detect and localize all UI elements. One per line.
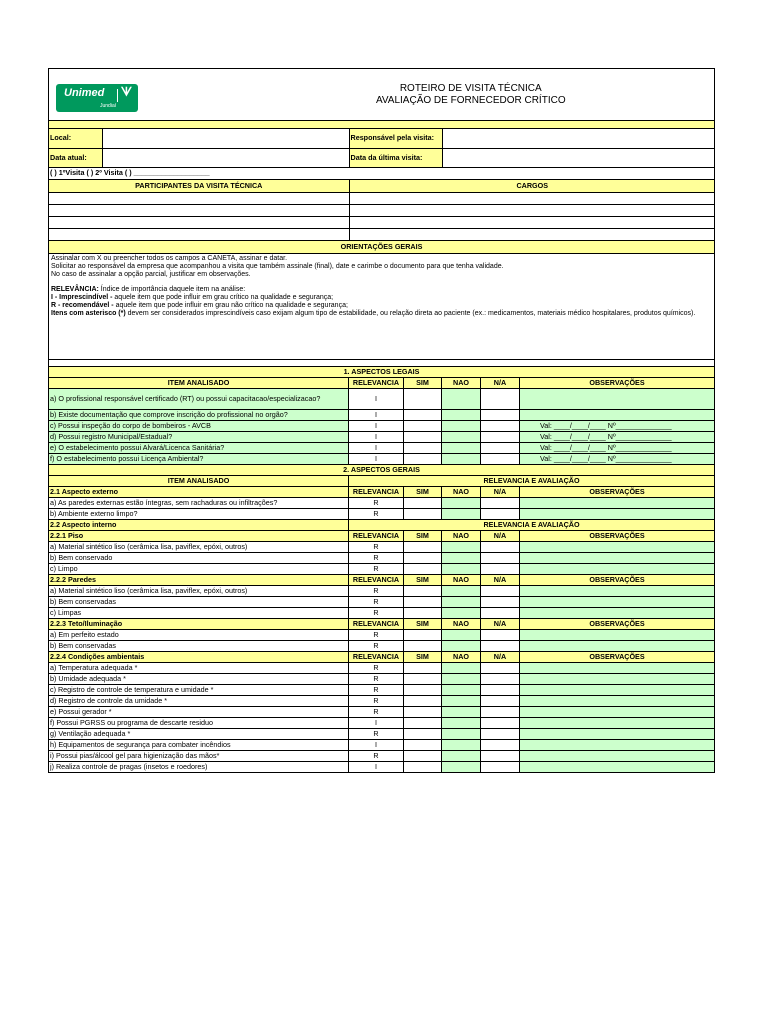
column-header-row xyxy=(49,378,715,389)
item-text: b) Existe documentação que comprove inscrição do profissional no orgão? xyxy=(49,410,349,421)
relevancia-value: I xyxy=(349,718,404,729)
item-text: i) Possui pias/álcool gel para higienização das mãos* xyxy=(49,751,349,762)
r-text: aquele item que pode influir em grau não crítico na qualidade e segurança; xyxy=(113,302,348,310)
observacoes-field[interactable] xyxy=(520,685,715,696)
item-text: b) Bem conservadas xyxy=(49,641,349,652)
section-1-title: 1. ASPECTOS LEGAIS xyxy=(49,367,715,378)
observacoes-field[interactable] xyxy=(520,389,715,410)
sim-checkbox[interactable] xyxy=(404,509,442,520)
table-row xyxy=(49,762,715,773)
nao-checkbox[interactable] xyxy=(442,389,481,410)
table-row xyxy=(49,630,715,641)
relevancia-value: I xyxy=(349,740,404,751)
asterisco-text: devem ser considerados imprescindíveis caso exijam algum tipo de estabilidade, ou relação direta ao paciente (ex.: medicamentos, materiais médico hospitalares, produtos químicos). xyxy=(125,310,696,318)
item-text: c) Limpo xyxy=(49,564,349,575)
logo-sub: Jundiaí xyxy=(100,102,117,109)
item-text: b) Umidade adequada * xyxy=(49,674,349,685)
sim-header: SIM xyxy=(404,378,442,389)
sim-checkbox[interactable] xyxy=(404,443,442,454)
cargos-header: CARGOS xyxy=(349,180,715,192)
na-checkbox[interactable] xyxy=(481,608,520,619)
column-header-row xyxy=(49,487,715,498)
participante-field[interactable] xyxy=(49,216,349,228)
observacoes-field[interactable] xyxy=(520,740,715,751)
observacoes-header: OBSERVAÇÕES xyxy=(520,652,715,663)
participante-field[interactable] xyxy=(49,204,349,216)
observacoes-header: OBSERVAÇÕES xyxy=(520,487,715,498)
table-row xyxy=(49,597,715,608)
r-label: R - recomendável - xyxy=(51,302,114,310)
nao-checkbox[interactable] xyxy=(442,718,481,729)
sim-checkbox[interactable] xyxy=(404,696,442,707)
nao-checkbox[interactable] xyxy=(442,410,481,421)
na-checkbox[interactable] xyxy=(481,729,520,740)
na-checkbox[interactable] xyxy=(481,641,520,652)
data-atual-label: Data atual: xyxy=(49,148,102,167)
relevancia-value: R xyxy=(349,751,404,762)
interno-title: 2.2 Aspecto interno xyxy=(49,520,349,531)
sim-checkbox[interactable] xyxy=(404,421,442,432)
cargo-field[interactable] xyxy=(349,192,715,204)
nao-checkbox[interactable] xyxy=(442,685,481,696)
orient-line-2: Solicitar ao responsável da empresa que acompanhou a visita que também assinale (final), date e carimbe o documento para que tenha validade. xyxy=(51,263,504,271)
table-row xyxy=(49,421,715,432)
participantes-header: PARTICIPANTES DA VISITA TÉCNICA xyxy=(49,180,349,192)
observacoes-field[interactable]: Val: ____/____/____ Nº______________ xyxy=(520,421,715,432)
nao-checkbox[interactable] xyxy=(442,564,481,575)
form-table xyxy=(48,68,715,773)
sim-header: SIM xyxy=(404,531,442,542)
nao-checkbox[interactable] xyxy=(442,663,481,674)
na-checkbox[interactable] xyxy=(481,421,520,432)
table-row xyxy=(49,389,715,410)
rel-aval-header: RELEVANCIA E AVALIAÇÃO xyxy=(349,476,715,487)
table-row xyxy=(49,553,715,564)
relevancia-value: R xyxy=(349,729,404,740)
relevancia-header: RELEVANCIA xyxy=(349,487,404,498)
table-row xyxy=(49,608,715,619)
observacoes-field[interactable] xyxy=(520,729,715,740)
cargo-field[interactable] xyxy=(349,216,715,228)
table-row xyxy=(49,663,715,674)
paredes-title: 2.2.2 Paredes xyxy=(49,575,349,586)
table-row xyxy=(49,674,715,685)
table-row xyxy=(49,685,715,696)
sim-checkbox[interactable] xyxy=(404,663,442,674)
column-header-row xyxy=(49,520,715,531)
observacoes-field[interactable] xyxy=(520,410,715,421)
relevancia-value: R xyxy=(349,498,404,509)
column-header-row xyxy=(49,531,715,542)
relevancia-value: R xyxy=(349,553,404,564)
orient-line-1: Assinalar com X ou preencher todos os campos a CANETA, assinar e datar. xyxy=(51,255,288,262)
na-checkbox[interactable] xyxy=(481,553,520,564)
piso-title: 2.2.1 Piso xyxy=(49,531,349,542)
sim-checkbox[interactable] xyxy=(404,718,442,729)
orient-line-3: No caso de assinalar a opção parcial, justificar em observações. xyxy=(51,271,251,279)
sim-header: SIM xyxy=(404,652,442,663)
relevancia-header: RELEVANCIA xyxy=(349,619,404,630)
item-text: c) Registro de controle de temperatura e umidade * xyxy=(49,685,349,696)
spacer-row xyxy=(49,360,715,367)
nao-checkbox[interactable] xyxy=(442,498,481,509)
na-checkbox[interactable] xyxy=(481,751,520,762)
relevancia-value: R xyxy=(349,586,404,597)
sim-checkbox[interactable] xyxy=(404,432,442,443)
participante-field[interactable] xyxy=(49,228,349,240)
data-ultima-field[interactable] xyxy=(442,148,715,167)
sim-checkbox[interactable] xyxy=(404,608,442,619)
item-text: b) Ambiente externo limpo? xyxy=(49,509,349,520)
nao-header: NAO xyxy=(442,652,481,663)
relevancia-header: RELEVANCIA xyxy=(349,652,404,663)
na-checkbox[interactable] xyxy=(481,389,520,410)
sim-checkbox[interactable] xyxy=(404,674,442,685)
local-label: Local: xyxy=(49,129,102,148)
table-row xyxy=(49,443,715,454)
na-checkbox[interactable] xyxy=(481,443,520,454)
observacoes-field[interactable] xyxy=(520,564,715,575)
observacoes-field[interactable] xyxy=(520,674,715,685)
observacoes-field[interactable] xyxy=(520,751,715,762)
responsavel-field[interactable] xyxy=(442,129,715,148)
na-checkbox[interactable] xyxy=(481,498,520,509)
item-text: d) Possui registro Municipal/Estadual? xyxy=(49,432,349,443)
observacoes-field[interactable] xyxy=(520,586,715,597)
sim-checkbox[interactable] xyxy=(404,630,442,641)
relevancia-value: R xyxy=(349,542,404,553)
nao-header: NAO xyxy=(442,619,481,630)
logo-mark-icon: ᗐ xyxy=(120,84,132,99)
sim-checkbox[interactable] xyxy=(404,498,442,509)
responsavel-label: Responsável pela visita: xyxy=(349,129,442,148)
sim-checkbox[interactable] xyxy=(404,389,442,410)
table-row xyxy=(49,542,715,553)
nao-checkbox[interactable] xyxy=(442,432,481,443)
nao-checkbox[interactable] xyxy=(442,707,481,718)
section-2-title: 2. ASPECTOS GERAIS xyxy=(49,465,715,476)
item-text: a) As paredes externas estão íntegras, sem rachaduras ou infiltrações? xyxy=(49,498,349,509)
nao-checkbox[interactable] xyxy=(442,762,481,773)
relevancia-value: R xyxy=(349,685,404,696)
item-text: b) Bem conservadas xyxy=(49,597,349,608)
sim-checkbox[interactable] xyxy=(404,586,442,597)
item-text: g) Ventilação adequada * xyxy=(49,729,349,740)
na-checkbox[interactable] xyxy=(481,630,520,641)
relevancia-header: RELEVANCIA xyxy=(349,575,404,586)
sim-header: SIM xyxy=(404,487,442,498)
local-field[interactable] xyxy=(102,129,349,148)
na-header: N/A xyxy=(481,378,520,389)
sim-checkbox[interactable] xyxy=(404,762,442,773)
item-header: ITEM ANALISADO xyxy=(49,378,349,389)
na-header: N/A xyxy=(481,619,520,630)
table-row xyxy=(49,718,715,729)
na-checkbox[interactable] xyxy=(481,586,520,597)
na-checkbox[interactable] xyxy=(481,674,520,685)
na-header: N/A xyxy=(481,531,520,542)
table-row xyxy=(49,498,715,509)
nao-checkbox[interactable] xyxy=(442,421,481,432)
table-row xyxy=(49,454,715,465)
i-label: I - Imprescindível - xyxy=(51,293,113,301)
observacoes-field[interactable] xyxy=(520,542,715,553)
relevancia-value: R xyxy=(349,509,404,520)
na-checkbox[interactable] xyxy=(481,707,520,718)
unimed-logo xyxy=(56,84,138,112)
nao-checkbox[interactable] xyxy=(442,597,481,608)
column-header-row xyxy=(49,652,715,663)
table-row xyxy=(49,410,715,421)
sim-checkbox[interactable] xyxy=(404,553,442,564)
relevancia-value: R xyxy=(349,597,404,608)
orientacoes-header: ORIENTAÇÕES GERAIS xyxy=(49,241,715,254)
na-checkbox[interactable] xyxy=(481,718,520,729)
observacoes-header: OBSERVAÇÕES xyxy=(520,619,715,630)
relevancia-value: R xyxy=(349,674,404,685)
observacoes-field[interactable] xyxy=(520,696,715,707)
nao-checkbox[interactable] xyxy=(442,729,481,740)
observacoes-field[interactable] xyxy=(520,553,715,564)
table-row xyxy=(49,432,715,443)
na-checkbox[interactable] xyxy=(481,597,520,608)
item-text: j) Realiza controle de pragas (insetos e roedores) xyxy=(49,762,349,773)
spacer-row xyxy=(49,121,715,129)
relevancia-value: I xyxy=(349,389,404,410)
item-text: f) Possui PGRSS ou programa de descarte residuo xyxy=(49,718,349,729)
logo-name: Unimed xyxy=(64,86,105,99)
table-row xyxy=(49,729,715,740)
data-atual-field[interactable] xyxy=(102,148,349,167)
relevancia-value: R xyxy=(349,707,404,718)
condicoes-title: 2.2.4 Condições ambientais xyxy=(49,652,349,663)
relevancia-value: I xyxy=(349,410,404,421)
na-checkbox[interactable] xyxy=(481,410,520,421)
item-text: e) Possui gerador * xyxy=(49,707,349,718)
relevancia-value: R xyxy=(349,608,404,619)
observacoes-header: OBSERVAÇÕES xyxy=(520,531,715,542)
relevancia-value: I xyxy=(349,421,404,432)
relevancia-value: R xyxy=(349,630,404,641)
sim-checkbox[interactable] xyxy=(404,410,442,421)
cargo-field[interactable] xyxy=(349,228,715,240)
nao-checkbox[interactable] xyxy=(442,696,481,707)
nao-checkbox[interactable] xyxy=(442,641,481,652)
externo-title: 2.1 Aspecto externo xyxy=(49,487,349,498)
observacoes-field[interactable] xyxy=(520,707,715,718)
na-checkbox[interactable] xyxy=(481,454,520,465)
item-text: a) Em perfeito estado xyxy=(49,630,349,641)
nao-checkbox[interactable] xyxy=(442,751,481,762)
table-row xyxy=(49,707,715,718)
item-text: c) Limpas xyxy=(49,608,349,619)
na-header: N/A xyxy=(481,652,520,663)
nao-checkbox[interactable] xyxy=(442,454,481,465)
sim-checkbox[interactable] xyxy=(404,685,442,696)
observacoes-field[interactable]: Val: ____/____/____ Nº______________ xyxy=(520,443,715,454)
nao-checkbox[interactable] xyxy=(442,586,481,597)
observacoes-field[interactable] xyxy=(520,663,715,674)
column-header-row xyxy=(49,619,715,630)
item-text: a) Temperatura adequada * xyxy=(49,663,349,674)
relevancia-value: R xyxy=(349,641,404,652)
sim-checkbox[interactable] xyxy=(404,454,442,465)
nao-header: NAO xyxy=(442,378,481,389)
observacoes-field[interactable] xyxy=(520,762,715,773)
table-row xyxy=(49,586,715,597)
title-line-2: AVALIAÇÃO DE FORNECEDOR CRÍTICO xyxy=(375,94,566,106)
form-sheet xyxy=(48,68,714,773)
observacoes-field[interactable] xyxy=(520,597,715,608)
sim-checkbox[interactable] xyxy=(404,641,442,652)
na-checkbox[interactable] xyxy=(481,696,520,707)
sim-checkbox[interactable] xyxy=(404,597,442,608)
sim-header: SIM xyxy=(404,619,442,630)
visita-line[interactable]: ( ) 1ºVisita ( ) 2º Visita ( ) ___________________ xyxy=(49,167,715,179)
sim-checkbox[interactable] xyxy=(404,740,442,751)
rel-aval-header: RELEVANCIA E AVALIAÇÃO xyxy=(349,520,715,531)
relevancia-value: I xyxy=(349,432,404,443)
nao-header: NAO xyxy=(442,575,481,586)
sim-checkbox[interactable] xyxy=(404,707,442,718)
cargo-field[interactable] xyxy=(349,204,715,216)
teto-title: 2.2.3 Teto/Iluminação xyxy=(49,619,349,630)
na-checkbox[interactable] xyxy=(481,685,520,696)
title-cell xyxy=(375,69,715,121)
na-checkbox[interactable] xyxy=(481,564,520,575)
table-row xyxy=(49,751,715,762)
section-title-row xyxy=(49,367,715,378)
nao-checkbox[interactable] xyxy=(442,608,481,619)
nao-checkbox[interactable] xyxy=(442,674,481,685)
item-text: a) Material sintético liso (cerâmica lisa, paviflex, epóxi, outros) xyxy=(49,586,349,597)
na-header: N/A xyxy=(481,487,520,498)
nao-checkbox[interactable] xyxy=(442,443,481,454)
relevancia-text: Índice de importância daquele item na análise: xyxy=(98,285,246,293)
table-row xyxy=(49,696,715,707)
sim-checkbox[interactable] xyxy=(404,564,442,575)
participante-field[interactable] xyxy=(49,192,349,204)
na-header: N/A xyxy=(481,575,520,586)
observacoes-field[interactable] xyxy=(520,509,715,520)
observacoes-header: OBSERVAÇÕES xyxy=(520,378,715,389)
table-row xyxy=(49,641,715,652)
observacoes-header: OBSERVAÇÕES xyxy=(520,575,715,586)
na-checkbox[interactable] xyxy=(481,663,520,674)
item-text: e) O estabelecimento possui Alvará/Licenca Sanitária? xyxy=(49,443,349,454)
nao-checkbox[interactable] xyxy=(442,630,481,641)
observacoes-field[interactable] xyxy=(520,608,715,619)
observacoes-field[interactable] xyxy=(520,630,715,641)
item-text: d) Registro de controle da umidade * xyxy=(49,696,349,707)
table-row xyxy=(49,740,715,751)
table-row xyxy=(49,509,715,520)
observacoes-field[interactable]: Val: ____/____/____ Nº______________ xyxy=(520,432,715,443)
nao-checkbox[interactable] xyxy=(442,542,481,553)
nao-checkbox[interactable] xyxy=(442,553,481,564)
relevancia-value: R xyxy=(349,564,404,575)
item-text: h) Equipamentos de segurança para combater incêndios xyxy=(49,740,349,751)
section-title-row xyxy=(49,465,715,476)
item-header: ITEM ANALISADO xyxy=(49,476,349,487)
relevancia-value: R xyxy=(349,696,404,707)
table-row xyxy=(49,564,715,575)
item-text: c) Possui inspeção do corpo de bombeiros - AVCB xyxy=(49,421,349,432)
relevancia-value: I xyxy=(349,454,404,465)
sim-checkbox[interactable] xyxy=(404,751,442,762)
na-checkbox[interactable] xyxy=(481,432,520,443)
column-header-row xyxy=(49,575,715,586)
na-checkbox[interactable] xyxy=(481,509,520,520)
nao-checkbox[interactable] xyxy=(442,740,481,751)
item-text: a) Material sintético liso (cerâmica lisa, paviflex, epóxi, outros) xyxy=(49,542,349,553)
nao-header: NAO xyxy=(442,487,481,498)
item-text: b) Bem conservado xyxy=(49,553,349,564)
observacoes-field[interactable] xyxy=(520,718,715,729)
orientacoes-text xyxy=(49,254,715,360)
na-checkbox[interactable] xyxy=(481,740,520,751)
relevancia-value: I xyxy=(349,443,404,454)
observacoes-field[interactable] xyxy=(520,641,715,652)
item-text: f) O estabelecimento possui Licença Ambiental? xyxy=(49,454,349,465)
relevancia-header: RELEVANCIA xyxy=(349,531,404,542)
item-text: a) O profissional responsável certificado (RT) ou possui capacitacao/especializacao? xyxy=(49,389,349,410)
relevancia-value: I xyxy=(349,762,404,773)
asterisco-label: Itens com asterisco (*) xyxy=(51,310,126,318)
relevancia-value: R xyxy=(349,663,404,674)
nao-checkbox[interactable] xyxy=(442,509,481,520)
sim-checkbox[interactable] xyxy=(404,729,442,740)
relevancia-label: RELEVÂNCIA: xyxy=(51,285,99,293)
na-checkbox[interactable] xyxy=(481,762,520,773)
observacoes-field[interactable] xyxy=(520,498,715,509)
nao-header: NAO xyxy=(442,531,481,542)
info-table xyxy=(49,129,715,179)
sim-header: SIM xyxy=(404,575,442,586)
data-ultima-label: Data da última visita: xyxy=(349,148,442,167)
relevancia-header: RELEVANCIA xyxy=(349,378,404,389)
column-header-row xyxy=(49,476,715,487)
observacoes-field[interactable]: Val: ____/____/____ Nº______________ xyxy=(520,454,715,465)
participantes-table xyxy=(49,180,715,240)
sim-checkbox[interactable] xyxy=(404,542,442,553)
i-text: aquele item que pode influir em grau crítico na qualidade e segurança; xyxy=(112,293,334,301)
na-checkbox[interactable] xyxy=(481,542,520,553)
title-line-1: ROTEIRO DE VISITA TÉCNICA xyxy=(399,82,542,94)
